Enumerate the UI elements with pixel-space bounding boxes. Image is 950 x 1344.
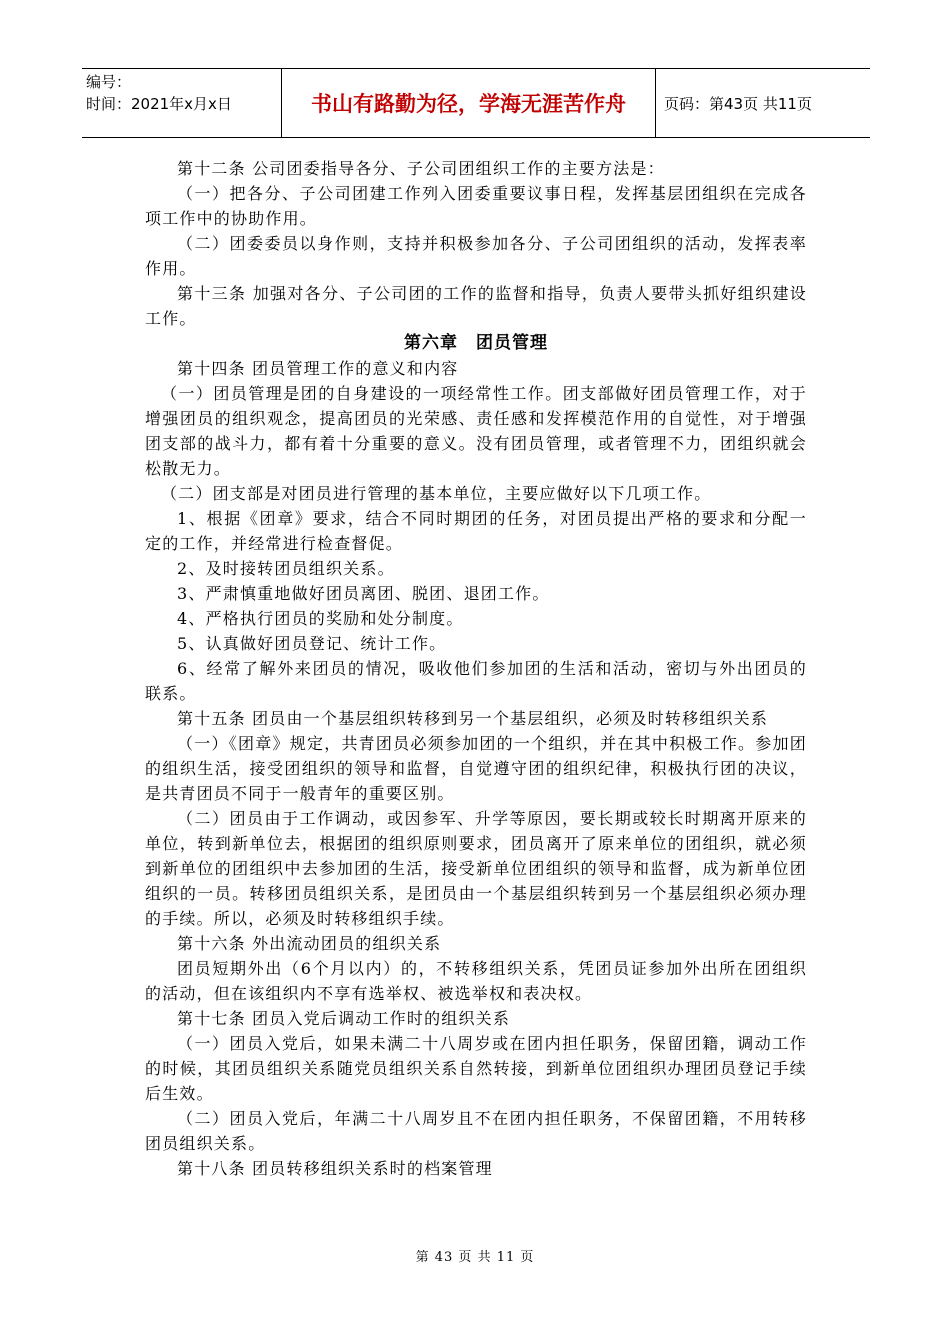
page-header — [82, 68, 870, 138]
header-page-info: 页码：第43页 共11页 — [664, 94, 812, 113]
chapter-title: 第六章 团员管理 — [404, 333, 548, 353]
paragraph: 第十五条 团员由一个基层组织转移到另一个基层组织，必须及时转移组织关系 — [177, 709, 769, 728]
paragraph: （一）团员入党后，如果未满二十八周岁或在团内担任职务，保留团籍，调动工作的时候，其团员组织关系随党员组织关系自然转接，到新单位团组织办理团员登记手续后生效。 — [145, 1034, 807, 1103]
header-meta — [82, 69, 282, 137]
paragraph: 3、严肃慎重地做好团员离团、脱团、退团工作。 — [177, 584, 550, 603]
paragraph: （二）团委委员以身作则，支持并积极参加各分、子公司团组织的活动，发挥表率作用。 — [145, 234, 807, 278]
paragraph: （一）把各分、子公司团建工作列入团委重要议事日程，发挥基层团组织在完成各项工作中的协助作用。 — [145, 184, 807, 228]
paragraph: 团员短期外出（6个月以内）的，不转移组织关系，凭团员证参加外出所在团组织的活动，但在该组织内不享有选举权、被选举权和表决权。 — [145, 959, 807, 1003]
page-footer: 第 43 页 共 11 页 — [415, 1250, 535, 1265]
paragraph: 第十三条 加强对各分、子公司团的工作的监督和指导，负责人要带头抓好组织建设工作。 — [145, 284, 807, 328]
paragraph: 4、严格执行团员的奖励和处分制度。 — [177, 609, 464, 628]
paragraph: （二）团员入党后，年满二十八周岁且不在团内担任职务，不保留团籍，不用转移团员组织关系。 — [145, 1109, 807, 1153]
document-body — [145, 156, 807, 1181]
paragraph: 6、经常了解外来团员的情况，吸收他们参加团的生活和活动，密切与外出团员的联系。 — [145, 659, 807, 703]
paragraph: （一）《团章》规定，共青团员必须参加团的一个组织，并在其中积极工作。参加团的组织生活，接受团组织的领导和监督，自觉遵守团的组织纪律，积极执行团的决议，是共青团员不同于一般青年的重要区别。 — [145, 734, 807, 803]
header-motto: 书山有路勤为径，学海无涯苦作舟 — [282, 69, 656, 137]
paragraph: 第十四条 团员管理工作的意义和内容 — [177, 359, 459, 378]
paragraph: 第十八条 团员转移组织关系时的档案管理 — [177, 1159, 493, 1178]
paragraph: 第十六条 外出流动团员的组织关系 — [177, 934, 442, 953]
paragraph: 1、根据《团章》要求，结合不同时期团的任务，对团员提出严格的要求和分配一定的工作，并经常进行检查督促。 — [145, 509, 807, 553]
document-date-label: 时间：2021年x月x日 — [86, 95, 232, 113]
paragraph: （二）团员由于工作调动，或因参军、升学等原因，要长期或较长时期离开原来的单位，转到新单位去，根据团的组织原则要求，团员离开了原来单位的团组织，就必须到新单位的团组织中去参加团的生活，接受新单位团组织的领导和监督，成为新单位团组织的一员。转移团员组织关系，是团员由一个基层组织转到另一个基层组织必须办理的手续。所以，必须及时转移组织手续。 — [145, 809, 807, 928]
paragraph: 第十七条 团员入党后调动工作时的组织关系 — [177, 1009, 511, 1028]
document-number-label: 编号： — [86, 73, 132, 91]
paragraph: 2、及时接转团员组织关系。 — [177, 559, 395, 578]
paragraph: 5、认真做好团员登记、统计工作。 — [177, 634, 447, 653]
paragraph: （二）团支部是对团员进行管理的基本单位，主要应做好以下几项工作。 — [161, 484, 712, 503]
paragraph: 第十二条 公司团委指导各分、子公司团组织工作的主要方法是： — [177, 159, 665, 178]
paragraph: （一）团员管理是团的自身建设的一项经常性工作。团支部做好团员管理工作，对于增强团员的组织观念，提高团员的光荣感、责任感和发挥模范作用的自觉性，对于增强团支部的战斗力，都有着十分重要的意义。没有团员管理，或者管理不力，团组织就会松散无力。 — [145, 384, 807, 478]
